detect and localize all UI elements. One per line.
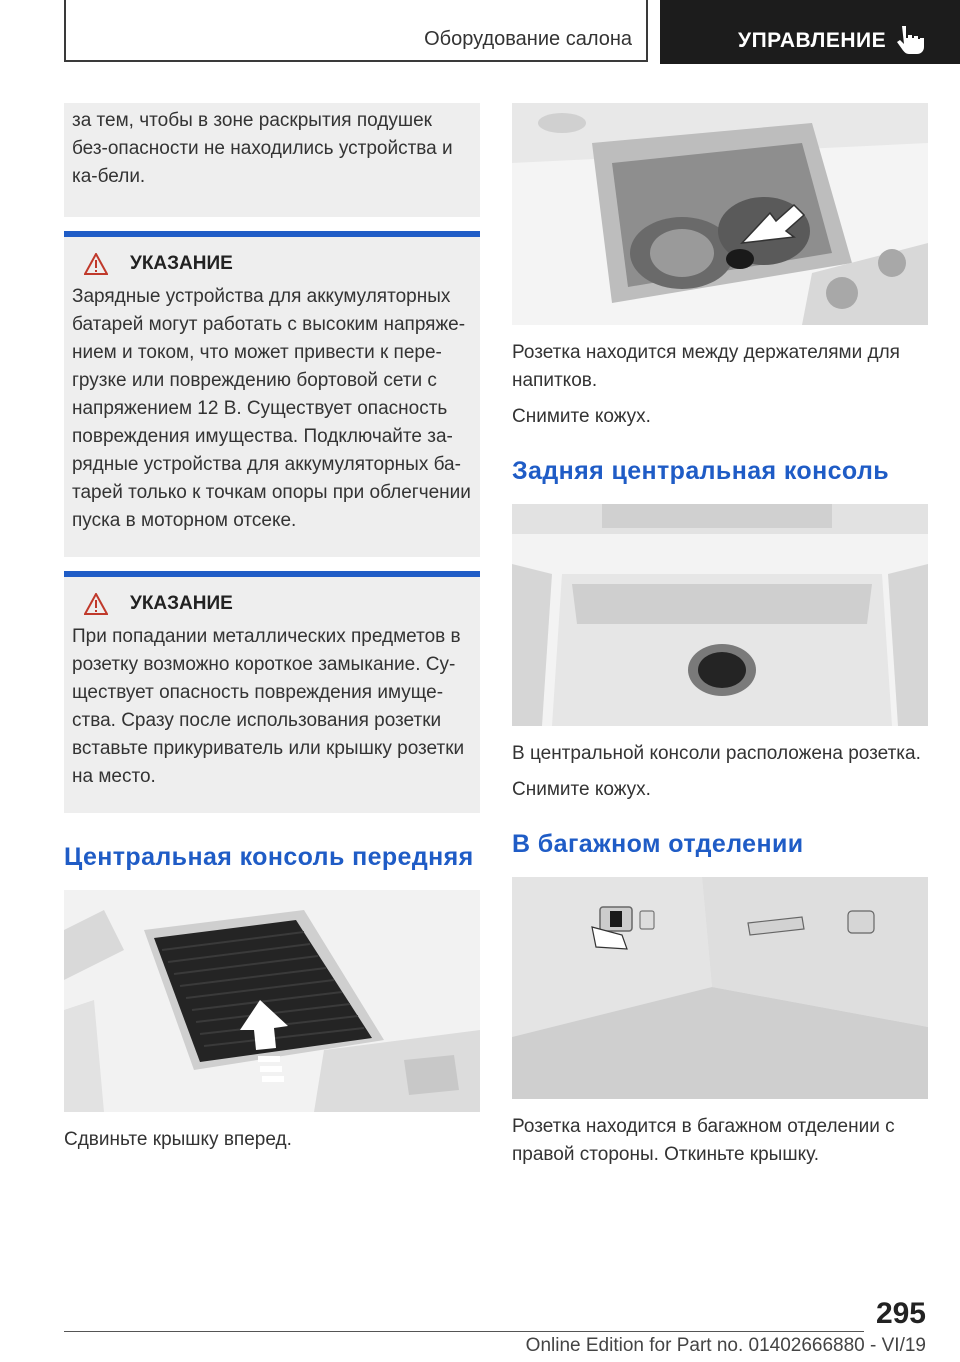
cupholder-illustration: [512, 103, 928, 325]
footer-divider: [64, 1331, 864, 1332]
rear-console-heading: Задняя центральная консоль: [512, 457, 889, 485]
cupholder-caption-1: Розетка находится между держателями для напитков.: [512, 342, 900, 391]
warning-title: УКАЗАНИЕ: [130, 253, 233, 274]
intro-box: [64, 103, 480, 217]
front-console-caption: Сдвиньте крышку вперед.: [64, 1129, 292, 1150]
cupholder-caption-2: Снимите кожух.: [512, 406, 651, 427]
intro-text: за тем, чтобы в зоне раскрытия подушек без-опасности не находились устройства и ка-бели.: [72, 110, 453, 187]
chapter-tab: [660, 0, 960, 64]
page-number: 295: [875, 1297, 926, 1330]
trunk-heading: В багажном отделении: [512, 830, 804, 858]
right-column: [512, 103, 928, 1169]
chapter-title: УПРАВЛЕНИЕ: [738, 29, 887, 52]
edition-footer: Online Edition for Part no. 01402666880 - VI/19: [525, 1335, 926, 1356]
trunk-illustration: [512, 877, 928, 1099]
warning-triangle-icon: [84, 593, 108, 615]
warning-text: Зарядные устройства для аккумуляторных батарей могут работать с высоким напряже-нием и током, что может привести к пере-грузке или повреждению бортовой сети с напряжением 12 В. Существует опасность повреждения имущества. Подключайте за-рядные устройства для аккумуляторных ба-тарей только к точкам опоры при облегчении пуска в моторном отсеке.: [72, 286, 471, 531]
header-section-tab: [64, 0, 648, 62]
rear-console-illustration: [512, 504, 928, 726]
front-console-heading: Центральная консоль передняя: [64, 843, 474, 871]
rear-console-caption-2: Снимите кожух.: [512, 779, 651, 800]
warning-text: При попадании металлических предметов в розетку возможно короткое замыкание. Су-ществует опасность повреждения имуще-ства. Сразу после использования розетки вставьте прикуриватель или крышку розетки на место.: [72, 626, 465, 787]
section-title: Оборудование салона: [424, 28, 632, 50]
warning-title: УКАЗАНИЕ: [130, 593, 233, 614]
left-column: [64, 103, 480, 1154]
warning-box-1: [64, 231, 480, 557]
front-console-illustration: [64, 890, 480, 1112]
warning-box-2: [64, 571, 480, 813]
rear-console-caption-1: В центральной консоли расположена розетка.: [512, 743, 921, 764]
trunk-caption: Розетка находится в багажном отделении с правой стороны. Откиньте крышку.: [512, 1116, 895, 1165]
hand-pointer-icon: [894, 24, 926, 54]
warning-triangle-icon: [84, 253, 108, 275]
